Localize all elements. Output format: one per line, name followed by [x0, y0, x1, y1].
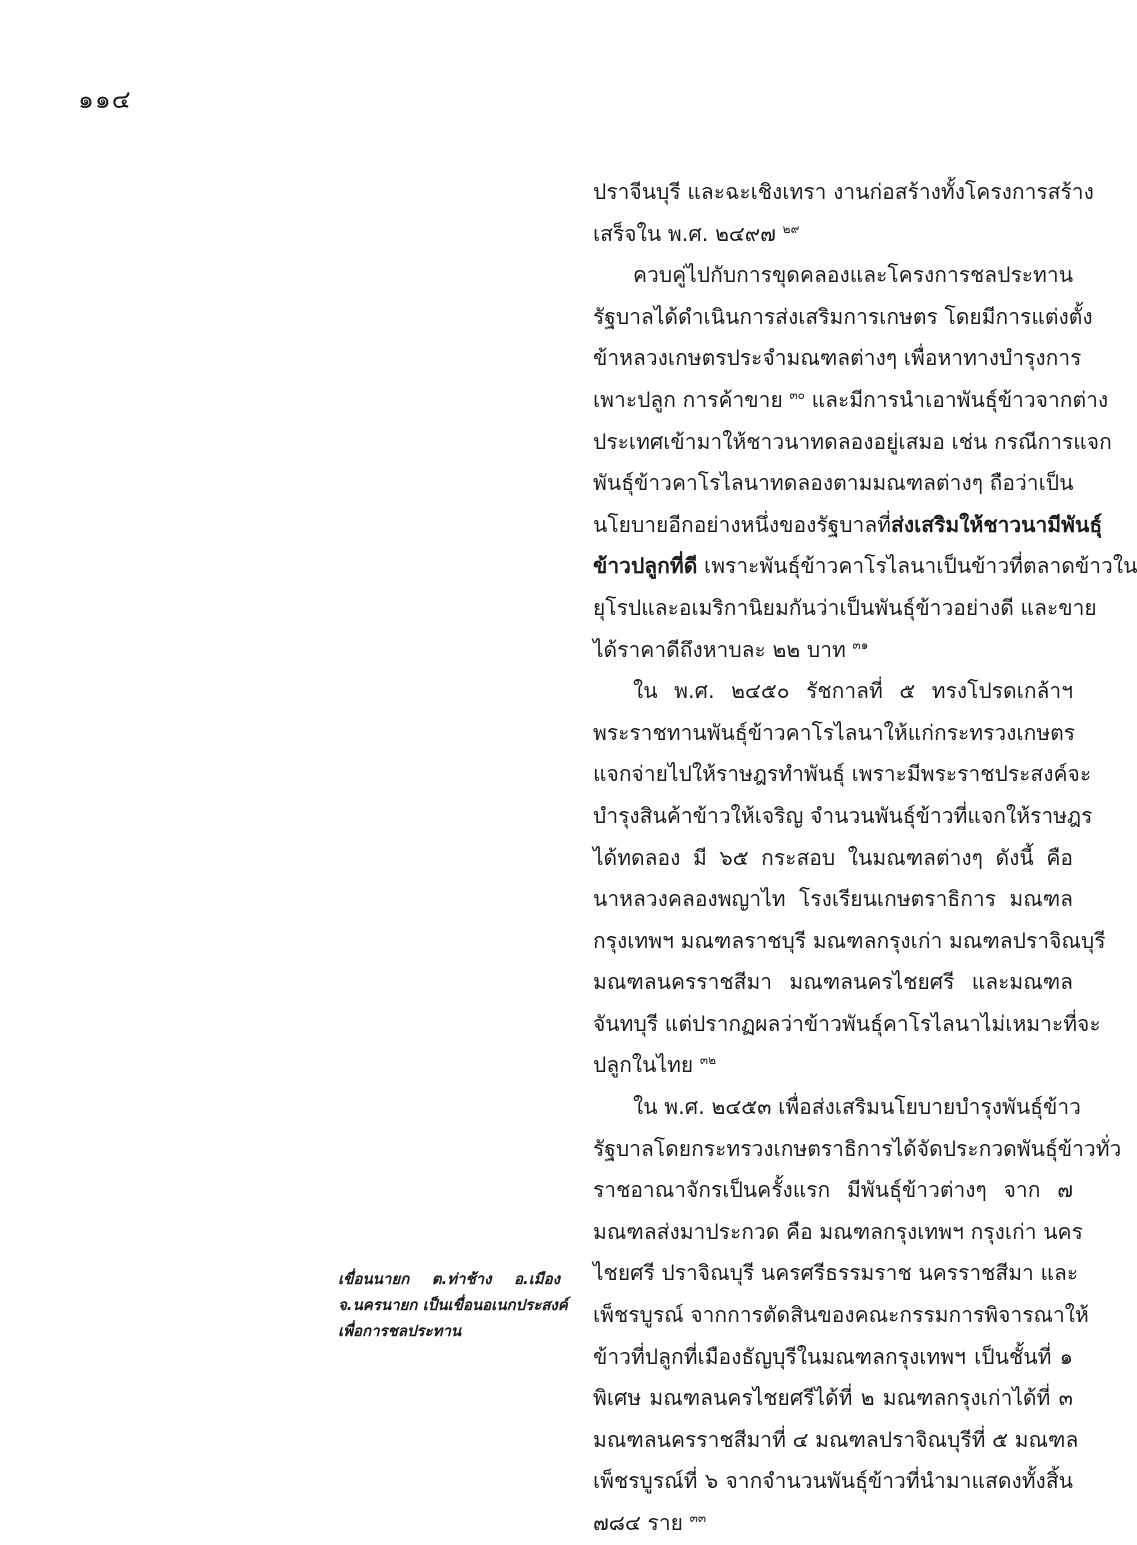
- text-segment: จันทบุรี แต่ปรากฏผลว่าข้าวพันธุ์คาโรไลนาไม่เหมาะที่จะ: [593, 1011, 1101, 1036]
- text-segment: เพ็ชรบูรณ์ จากการตัดสินของคณะกรรมการพิจารณาให้: [593, 1303, 1089, 1328]
- text-segment: บำรุงสินค้าข้าวให้เจริญ จำนวนพันธุ์ข้าวที่แจกให้ราษฎร: [593, 803, 1093, 828]
- text-segment: ราชอาณาจักรเป็นครั้งแรก มีพันธุ์ข้าวต่างๆ จาก ๗: [593, 1178, 1073, 1203]
- text-segment: รัฐบาลโดยกระทรวงเกษตราธิการได้จัดประกวดพันธุ์ข้าวทั่ว: [593, 1136, 1122, 1161]
- text-line: [593, 588, 1097, 630]
- text-line: [593, 380, 1109, 422]
- text-line: [593, 630, 1073, 672]
- footnote-marker: ๓๒: [699, 1053, 717, 1068]
- page-number: ๑๑๔: [78, 85, 132, 114]
- text-segment: ควบคู่ไปกับการขุดคลองและโครงการชลประทาน: [633, 263, 1074, 288]
- text-line: [593, 172, 1094, 214]
- caption-line: จ.นครนายก เป็นเขื่อนอเนกประสงค์: [338, 1296, 568, 1314]
- text-segment: ไชยศรี ปราจิณบุรี นครศรีธรรมราช นครราชสีมา และ: [593, 1261, 1079, 1286]
- text-line: [593, 1045, 1073, 1087]
- text-line: [593, 1420, 1079, 1462]
- emphasis-text: ส่งเสริมให้ชาวนามีพันธุ์: [891, 512, 1103, 537]
- text-segment: เพราะพันธุ์ข้าวคาโรไลนาเป็นข้าวที่ตลาดข้าวใน: [697, 554, 1137, 579]
- text-segment: เพ็ชรบูรณ์ที่ ๖ จากจำนวนพันธุ์ข้าวที่นำมาแสดงทั้งสิ้น: [593, 1469, 1073, 1494]
- text-segment: ได้ราคาดีถึงหาบละ ๒๒ บาท: [593, 637, 853, 662]
- text-line: [593, 255, 1073, 297]
- text-segment: มณฑลส่งมาประกวด คือ มณฑลกรุงเทพฯ กรุงเก่า นคร: [593, 1219, 1083, 1244]
- text-segment: มณฑลนครราชสีมาที่ ๔ มณฑลปราจิณบุรีที่ ๕ มณฑล: [593, 1427, 1079, 1452]
- text-line: [593, 297, 1093, 339]
- text-segment: เพาะปลูก การค้าขาย: [593, 387, 790, 412]
- text-segment: พันธุ์ข้าวคาโรไลนาทดลองตามมณฑลต่างๆ ถือว่าเป็น: [593, 471, 1074, 496]
- photo-caption: [338, 1266, 568, 1344]
- text-line: [593, 1378, 1073, 1420]
- text-line: [593, 505, 1103, 547]
- text-line: [593, 1503, 1073, 1545]
- text-line: [593, 1337, 1073, 1379]
- footnote-marker: ๓๐: [789, 387, 805, 402]
- text-line: [593, 838, 1073, 880]
- text-segment: กรุงเทพฯ มณฑลราชบุรี มณฑลกรุงเก่า มณฑลปราจิณบุรี: [593, 928, 1106, 953]
- footnote-marker: ๓๑: [852, 637, 869, 652]
- text-line: [593, 796, 1093, 838]
- text-line: [593, 1253, 1079, 1295]
- text-line: [593, 546, 1137, 588]
- text-line: [593, 879, 1073, 921]
- body-text-column: [593, 172, 1137, 1545]
- text-line: [593, 1295, 1089, 1337]
- text-line: [593, 1129, 1122, 1171]
- text-segment: พิเศษ มณฑลนครไชยศรีได้ที่ ๒ มณฑลกรุงเก่าได้ที่ ๓: [593, 1386, 1073, 1411]
- text-segment: ๗๘๔ ราย: [593, 1511, 690, 1535]
- text-line: [593, 1461, 1073, 1503]
- text-segment: ประเทศเข้ามาให้ชาวนาทดลองอยู่เสมอ เช่น กรณีการแจก: [593, 429, 1112, 454]
- text-line: [593, 338, 1082, 380]
- text-segment: แจกจ่ายไปให้ราษฎรทำพันธุ์ เพราะมีพระราชประสงค์จะ: [593, 762, 1092, 787]
- text-line: [593, 1004, 1101, 1046]
- text-line: [593, 463, 1073, 505]
- text-segment: พระราชทานพันธุ์ข้าวคาโรไลนาให้แก่กระทรวงเกษตร: [593, 720, 1076, 745]
- text-line: [593, 921, 1106, 963]
- emphasis-text: ข้าวปลูกที่ดี: [593, 554, 698, 579]
- caption-line: เขื่อนนายก ต.ท่าช้าง อ.เมือง: [338, 1270, 560, 1288]
- text-segment: ได้ทดลอง มี ๖๕ กระสอบ ในมณฑลต่างๆ ดังนี้ คือ: [593, 845, 1073, 870]
- text-line: [593, 422, 1112, 464]
- text-segment: นโยบายอีกอย่างหนึ่งของรัฐบาลที่: [593, 512, 892, 537]
- text-line: [593, 214, 1073, 256]
- text-segment: ข้าวที่ปลูกที่เมืองธัญบุรีในมณฑลกรุงเทพฯ เป็นชั้นที่ ๑: [593, 1344, 1073, 1369]
- footnote-marker: ๓๓: [689, 1511, 707, 1525]
- text-line: [593, 962, 1073, 1004]
- text-segment: และมีการนำเอาพันธุ์ข้าวจากต่าง: [804, 387, 1109, 412]
- text-segment: มณฑลนครราชสีมา มณฑลนครไชยศรี และมณฑล: [593, 970, 1073, 995]
- text-segment: ใน พ.ศ. ๒๔๕๓ เพื่อส่งเสริมนโยบายบำรุงพันธุ์ข้าว: [633, 1095, 1081, 1120]
- text-segment: ปราจีนบุรี และฉะเชิงเทรา งานก่อสร้างทั้งโครงการสร้าง: [593, 180, 1094, 204]
- text-segment: รัฐบาลได้ดำเนินการส่งเสริมการเกษตร โดยมีการแต่งตั้ง: [593, 304, 1093, 329]
- text-line: [593, 1170, 1073, 1212]
- text-segment: ยุโรปและอเมริกานิยมกันว่าเป็นพันธุ์ข้าวอย่างดี และขาย: [593, 595, 1097, 620]
- text-line: [593, 671, 1073, 713]
- footnote-marker: ๒๙: [782, 221, 800, 236]
- text-line: [593, 1087, 1081, 1129]
- text-line: [593, 713, 1076, 755]
- text-segment: เสร็จใน พ.ศ. ๒๔๙๗: [593, 221, 783, 246]
- text-segment: นาหลวงคลองพญาไท โรงเรียนเกษตราธิการ มณฑล: [593, 887, 1073, 912]
- text-segment: ข้าหลวงเกษตรประจำมณฑลต่างๆ เพื่อหาทางบำรุงการ: [593, 346, 1082, 371]
- caption-line: เพื่อการชลประทาน: [338, 1322, 462, 1340]
- text-line: [593, 754, 1092, 796]
- text-line: [593, 1212, 1083, 1254]
- text-segment: ใน พ.ศ. ๒๔๕๐ รัชกาลที่ ๕ ทรงโปรดเกล้าฯ: [633, 679, 1073, 704]
- text-segment: ปลูกในไทย: [593, 1053, 700, 1078]
